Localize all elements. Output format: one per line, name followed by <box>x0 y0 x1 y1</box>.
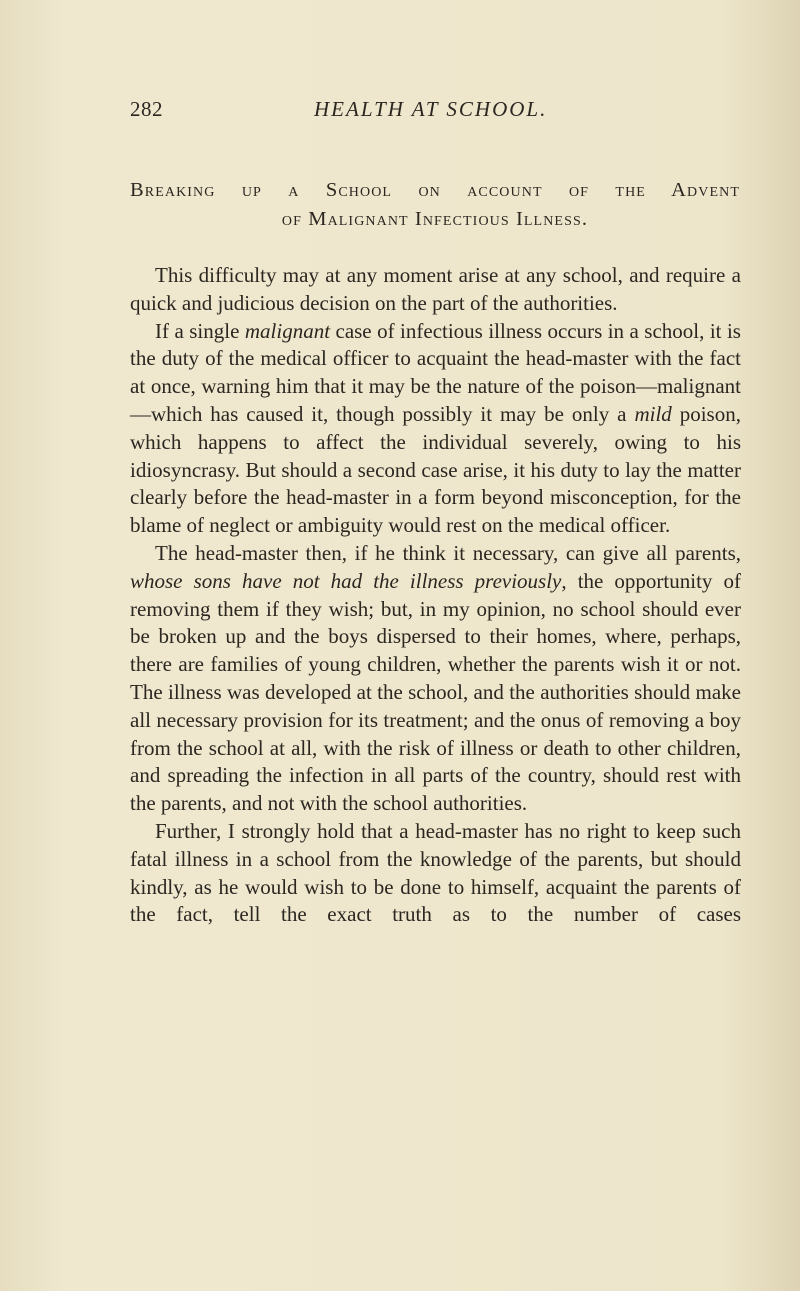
body-text <box>130 262 741 929</box>
running-head <box>130 97 740 127</box>
paragraph-1: This difficulty may at any moment arise at any school, and require a quick and judicious decision on the part of the authorities. <box>130 263 741 315</box>
section-heading-line-1: Breaking up a School on account of the Advent <box>130 179 740 201</box>
paragraph-4: Further, I strongly hold that a head-master has no right to keep such fatal illness in a school from the knowledge of the parents, but should kindly, as he would wish to be done to himself, acquaint the parents of the fact, tell the exact truth as to the number of cases <box>130 818 741 927</box>
section-heading-line-2: of Malignant Infectious Illness. <box>281 208 589 230</box>
section-heading <box>130 176 740 234</box>
page-number: 282 <box>130 97 163 121</box>
paragraph-2: If a single malignant case of infectious illness occurs in a school, it is the duty of the medical officer to acquaint the head-master with the fact at once, warning him that it may be the nature of the poison—malignant—which has caused it, though possibly it may be only a mild poison, which happens to affect the individual severely, owing to his idiosyncrasy. But should a second case arise, it his duty to lay the matter clearly before the head-master in a form beyond misconception, for the blame of neglect or ambiguity would rest on the medical officer. <box>130 318 741 538</box>
running-title: HEALTH AT SCHOOL. <box>314 97 548 121</box>
paragraph-3: The head-master then, if he think it necessary, can give all parents, whose sons have not had the illness previously, the opportunity of removing them if they wish; but, in my opinion, no school should ever be broken up and the boys dispersed to their homes, where, perhaps, there are families of young children, whether the parents wish it or not. The illness was developed at the school, and the authorities should make all necessary provision for its treatment; and the onus of removing a boy from the school at all, with the risk of illness or death to other children, and spreading the infection in all parts of the country, should rest with the parents, and not with the school authorities. <box>130 540 741 816</box>
